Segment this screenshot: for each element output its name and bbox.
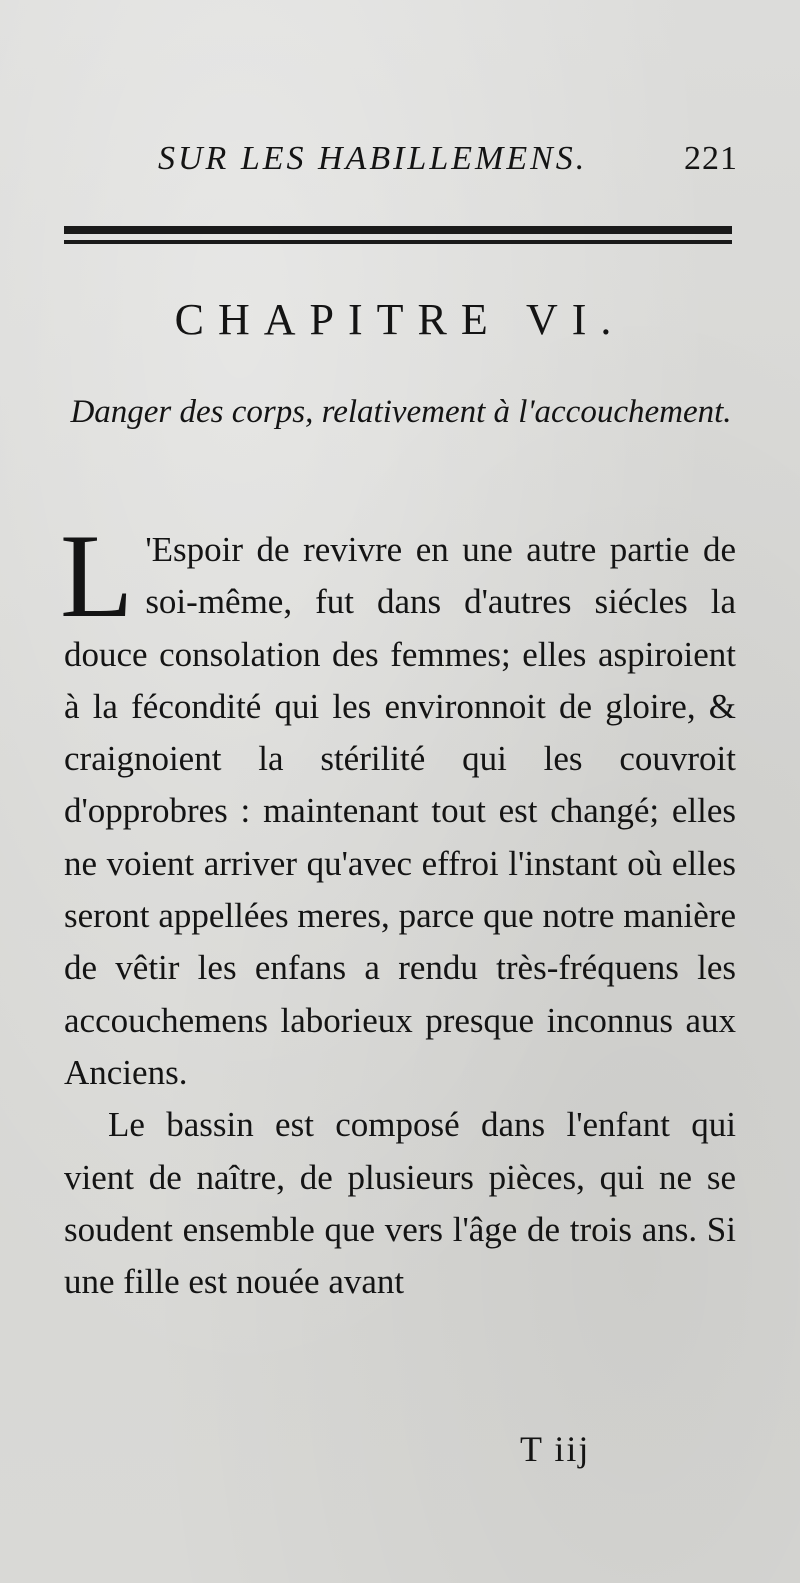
header-rule [64,226,732,250]
chapter-subtitle: Danger des corps, relativement à l'accouchement. [70,394,732,430]
drop-cap: L [60,509,134,642]
paragraph-1 [60,509,736,1099]
body-text [60,509,736,1308]
paragraph-1-text: 'Espoir de revivre en une autre partie de soi-même, fut dans d'autres siécles la douce consolation des femmes; elles aspiroient à la fécondité qui les environnoit de gloire, & craignoient la stérilité qui les couvroit d'opprobres : maintenant tout est changé; elles ne voient arriver qu'avec effroi l'instant où elles seront appellées meres, parce que notre manière de vêtir les enfans a rendu très-fréquens les accouchemens laborieux presque inconnus aux Anciens. [64,530,736,1092]
paragraph-2: Le bassin est composé dans l'enfant qui vient de naître, de plusieurs pièces, qui ne se soudent ensemble que vers l'âge de trois ans. Si une fille est nouée avant [64,1105,736,1302]
header-rule-thick [64,226,732,234]
running-head-title: SUR LES HABILLEMENS. [158,140,588,177]
chapter-title: CHAPITRE VI. [174,295,626,344]
page-number: 221 [684,140,738,177]
signature-mark: T iij [520,1429,591,1469]
header-rule-thin [64,240,732,244]
running-head [158,140,748,178]
